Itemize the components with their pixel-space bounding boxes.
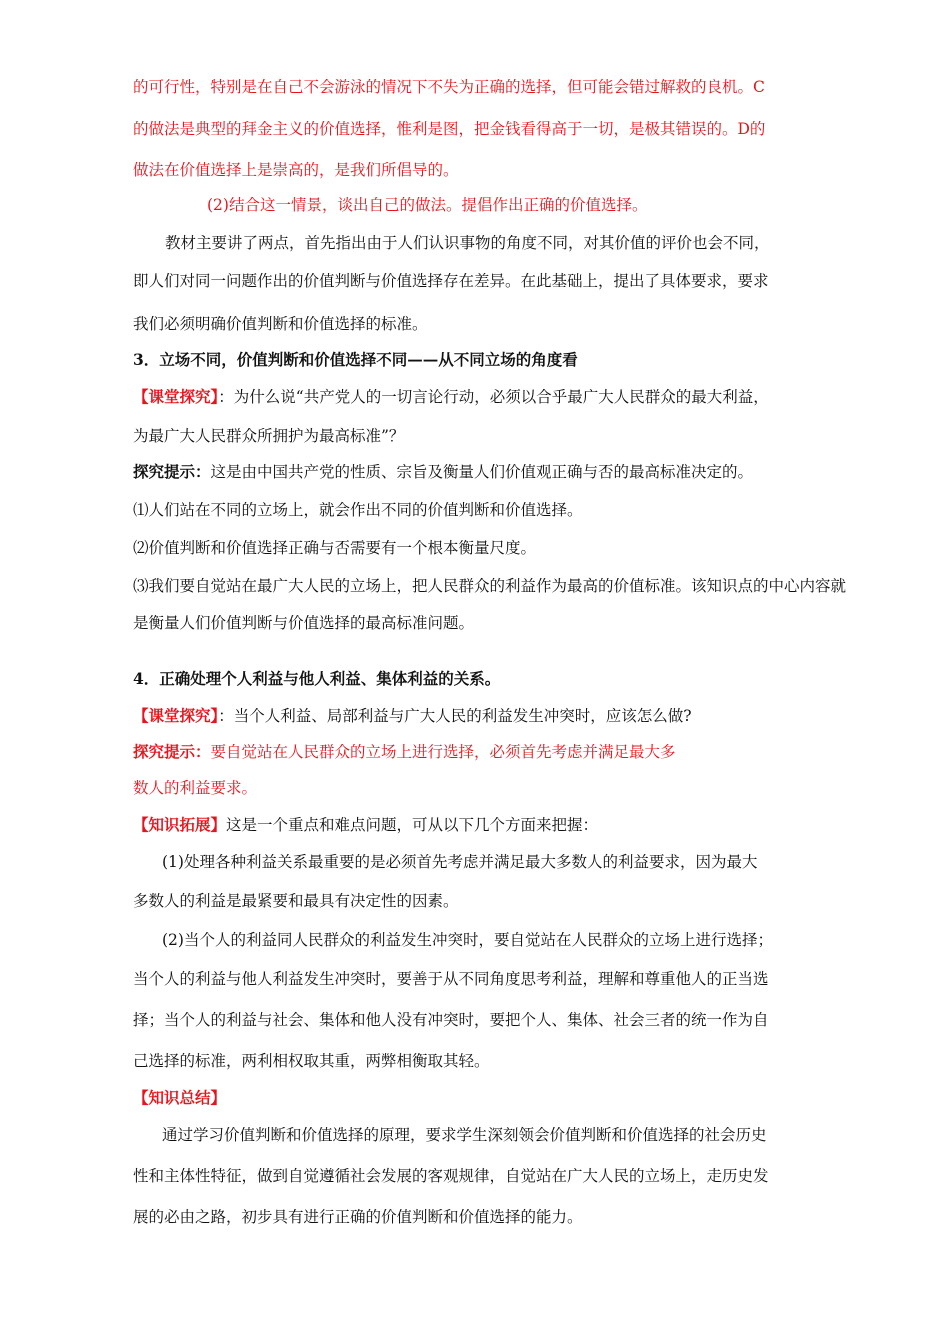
section-3-point-3-cont: 是衡量人们价值判断与价值选择的最高标准问题。 (133, 614, 475, 632)
answer-line-3: 做法在价值选择上是崇高的，是我们所倡导的。 (133, 161, 459, 179)
textbook-para-line-1: 教材主要讲了两点，首先指出由于人们认识事物的角度不同，对其价值的评价也会不同， (165, 234, 770, 252)
section-3-hint (133, 461, 753, 483)
answer-line-2: 的做法是典型的拜金主义的价值选择，惟利是图，把金钱看得高于一切，是极其错误的。D的 (133, 120, 766, 138)
section-3-point-3: ⑶我们要自觉站在最广大人民的立场上，把人民群众的利益作为最高的价值标准。该知识点的中心内容就 (133, 577, 847, 595)
section-3-heading: 3．立场不同，价值判断和价值选择不同——从不同立场的角度看 (133, 350, 578, 369)
section-3-point-1: ⑴人们站在不同的立场上，就会作出不同的价值判断和价值选择。 (133, 501, 583, 519)
hint-label: 探究提示： (133, 463, 211, 481)
extension-text: 这是一个重点和难点问题，可从以下几个方面来把握： (226, 816, 599, 834)
section-3-inquiry-cont: 为最广大人民群众所拥护为最高标准”？ (133, 427, 405, 445)
inquiry-label: 【课堂探究】 (133, 387, 219, 406)
section-4-hint (133, 741, 676, 763)
extension-point-2-cont-3: 己选择的标准，两利相权取其重，两弊相衡取其轻。 (133, 1052, 490, 1070)
section-4-heading: 4．正确处理个人利益与他人利益、集体利益的关系。 (133, 669, 501, 688)
hint-text: 这是由中国共产党的性质、宗旨及衡量人们价值观正确与否的最高标准决定的。 (210, 463, 754, 481)
hint-text: 要自觉站在人民群众的立场上进行选择，必须首先考虑并满足最大多 (210, 743, 676, 761)
section-3-point-2: ⑵价值判断和价值选择正确与否需要有一个根本衡量尺度。 (133, 539, 537, 557)
extension-point-1: (1)处理各种利益关系最重要的是必须首先考虑并满足最大多数人的利益要求，因为最大 (162, 853, 758, 871)
summary-line-2: 性和主体性特征，做到自觉遵循社会发展的客观规律，自觉站在广大人民的立场上，走历史发 (133, 1167, 769, 1185)
extension-point-2-cont-2: 择；当个人的利益与社会、集体和他人没有冲突时，要把个人、集体、社会三者的统一作为自 (133, 1011, 769, 1029)
inquiry-text: ：为什么说“共产党人的一切言论行动，必须以合乎最广大人民群众的最大利益， (218, 388, 769, 406)
summary-line-3: 展的必由之路，初步具有进行正确的价值判断和价值选择的能力。 (133, 1208, 583, 1226)
textbook-para-line-2: 即人们对同一问题作出的价值判断与价值选择存在差异。在此基础上，提出了具体要求，要求 (133, 272, 769, 290)
inquiry-text: ：当个人利益、局部利益与广大人民的利益发生冲突时，应该怎么做? (218, 707, 692, 725)
section-3-inquiry (133, 386, 769, 408)
answer-line-4: (2)结合这一情景，谈出自己的做法。提倡作出正确的价值选择。 (207, 196, 648, 214)
knowledge-extension (133, 814, 598, 836)
extension-point-1-cont: 多数人的利益是最紧要和最具有决定性的因素。 (133, 892, 459, 910)
inquiry-label: 【课堂探究】 (133, 706, 219, 725)
summary-label: 【知识总结】 (133, 1088, 227, 1107)
section-4-hint-cont: 数人的利益要求。 (133, 779, 258, 797)
answer-line-1: 的可行性，特别是在自己不会游泳的情况下不失为正确的选择，但可能会错过解救的良机。C (133, 78, 765, 96)
section-4-inquiry (133, 705, 692, 727)
extension-point-2: (2)当个人的利益同人民群众的利益发生冲突时，要自觉站在人民群众的立场上进行选择； (162, 931, 773, 949)
extension-point-2-cont-1: 当个人的利益与他人利益发生冲突时，要善于从不同角度思考利益，理解和尊重他人的正当选 (133, 970, 769, 988)
hint-label: 探究提示： (133, 742, 211, 761)
textbook-para-line-3: 我们必须明确价值判断和价值选择的标准。 (133, 315, 428, 333)
summary-line-1: 通过学习价值判断和价值选择的原理，要求学生深刻领会价值判断和价值选择的社会历史 (162, 1126, 767, 1144)
extension-label: 【知识拓展】 (133, 815, 227, 834)
